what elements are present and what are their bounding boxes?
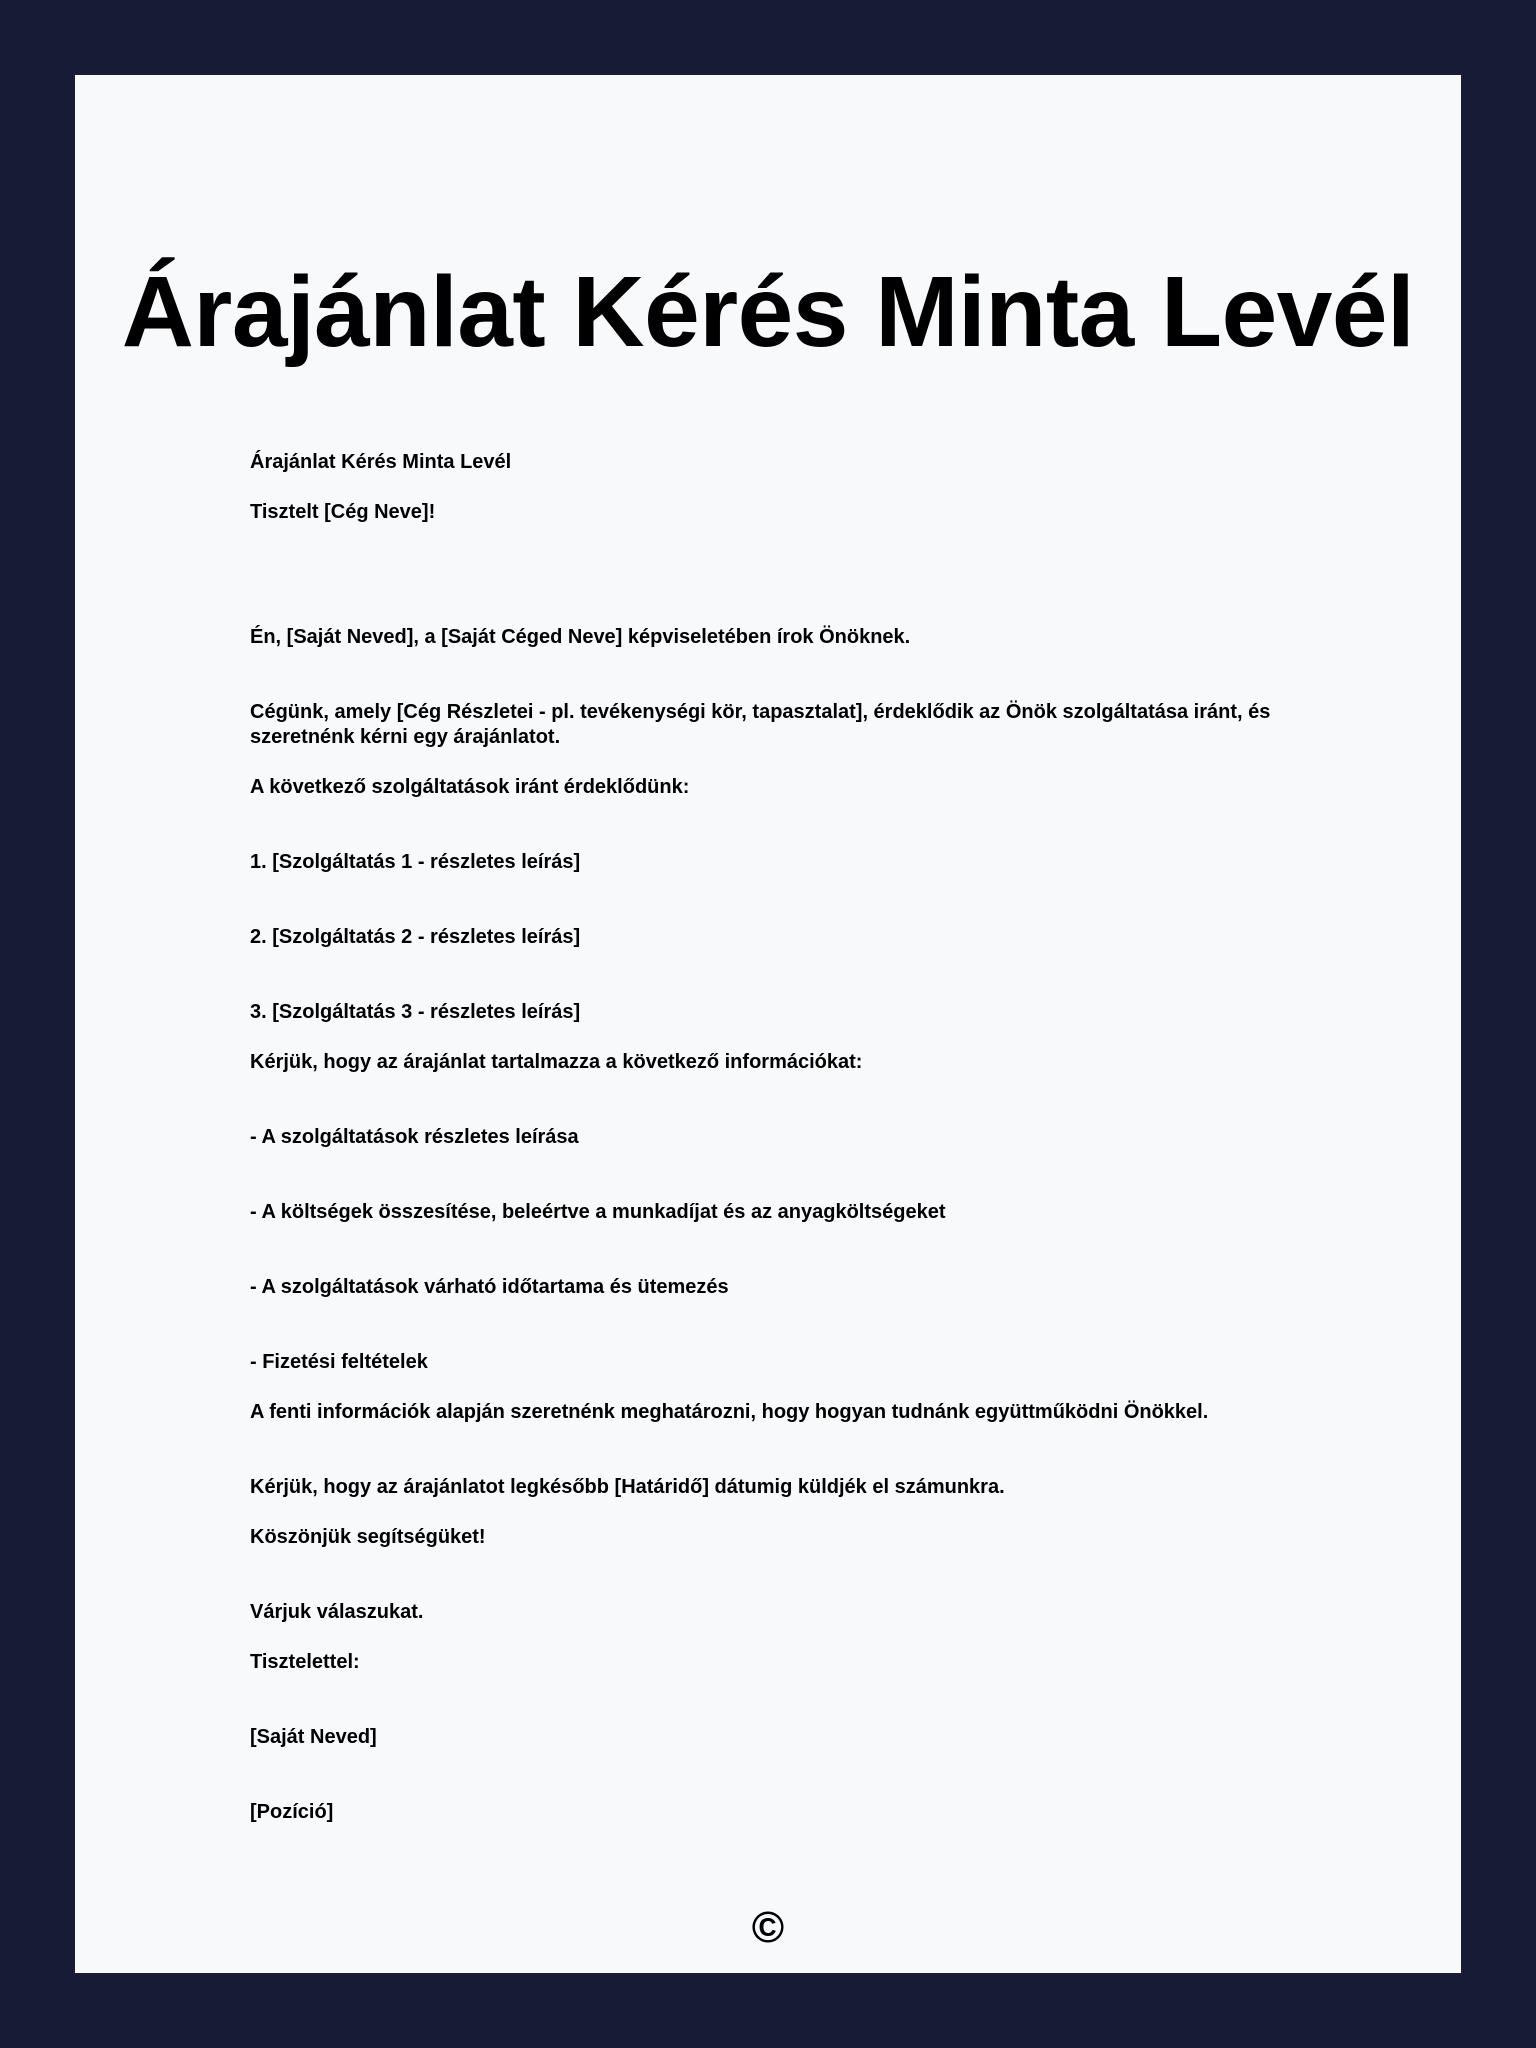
requirement-item: - A költségek összesítése, beleértve a munkadíjat és az anyagköltségeket: [250, 1201, 946, 1223]
requirement-item: - A szolgáltatások várható időtartama és ütemezés: [250, 1276, 729, 1298]
service-item: 3. [Szolgáltatás 3 - részletes leírás]: [250, 1001, 581, 1023]
letter-body: [250, 450, 1286, 1825]
intro-paragraph: Én, [Saját Neved], a [Saját Céged Neve] képviseletében írok Önöknek.: [250, 626, 911, 648]
subject-line: Árajánlat Kérés Minta Levél: [250, 451, 512, 473]
requirements-intro: Kérjük, hogy az árajánlat tartalmazza a következő információkat:: [250, 1051, 863, 1073]
services-intro: A következő szolgáltatások iránt érdeklődünk:: [250, 776, 690, 798]
document-page: [75, 75, 1461, 1973]
copyright-icon: ©: [751, 1903, 785, 1952]
company-interest-paragraph: Cégünk, amely [Cég Részletei - pl. tevékenységi kör, tapasztalat], érdeklődik az Önök szolgáltatása iránt, és szeretnénk kérni egy árajánlatot.: [250, 701, 1271, 748]
service-item: 2. [Szolgáltatás 2 - részletes leírás]: [250, 926, 581, 948]
awaiting-line: Várjuk válaszukat.: [250, 1601, 424, 1623]
cooperation-paragraph: A fenti információk alapján szeretnénk meghatározni, hogy hogyan tudnánk együttműködni Önökkel.: [250, 1401, 1209, 1423]
page-title: Árajánlat Kérés Minta Levél: [121, 256, 1415, 368]
salutation: Tisztelt [Cég Neve]!: [250, 501, 436, 523]
closing-line: Tisztelettel:: [250, 1651, 360, 1673]
signature-position: [Pozíció]: [250, 1801, 334, 1823]
thanks-line: Köszönjük segítségüket!: [250, 1526, 486, 1548]
requirement-item: - A szolgáltatások részletes leírása: [250, 1126, 579, 1148]
service-item: 1. [Szolgáltatás 1 - részletes leírás]: [250, 851, 581, 873]
deadline-paragraph: Kérjük, hogy az árajánlatot legkésőbb [Határidő] dátumig küldjék el számunkra.: [250, 1476, 1005, 1498]
signature-name: [Saját Neved]: [250, 1726, 377, 1748]
requirement-item: - Fizetési feltételek: [250, 1351, 428, 1373]
